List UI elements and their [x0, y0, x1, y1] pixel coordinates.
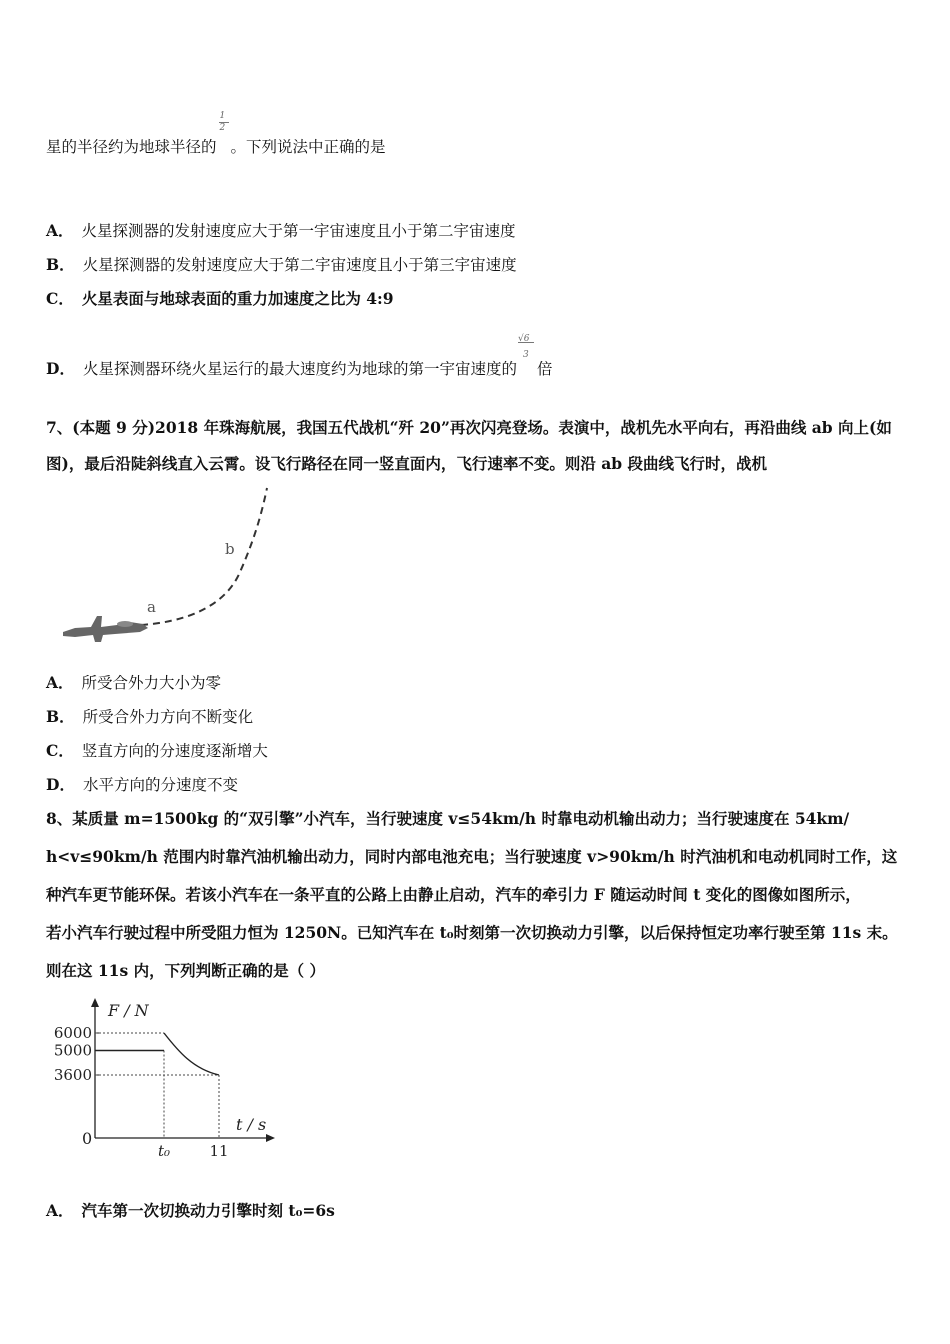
series-decay-curve — [164, 1033, 219, 1075]
q8-stem-line-2: h<v≤90km/h 范围内时靠汽油机输出动力，同时内部电池充电；当行驶速度 v>90km/h 时汽油机和电动机同时工作，这 — [46, 847, 898, 866]
y-tick-label-3600: 3600 — [53, 1066, 92, 1084]
q8-stem-line-4: 若小汽车行驶过程中所受阻力恒为 1250N。已知汽车在 t₀时刻第一次切换动力引擎，以后保持恒定功率行驶至第 11s 末。 — [46, 923, 898, 942]
y-tick-label-6000: 6000 — [53, 1024, 92, 1042]
origin-label: 0 — [82, 1129, 93, 1148]
q7-option-d[interactable]: D． 水平方向的分速度不变 — [46, 775, 238, 794]
x-axis-label: t / s — [236, 1115, 267, 1134]
q6-option-c[interactable]: C． 火星表面与地球表面的重力加速度之比为 4:9 — [46, 289, 394, 308]
y-axis-arrow — [91, 998, 99, 1007]
q7-option-c[interactable]: C． 竖直方向的分速度逐渐增大 — [46, 741, 268, 760]
q8-stem-line-3: 种汽车更节能环保。若该小汽车在一条平直的公路上由静止启动，汽车的牵引力 F 随运动时间 t 变化的图像如图所示， — [46, 885, 861, 904]
q7-stem-line-2: 图)，最后沿陡斜线直入云霄。设飞行路径在同一竖直面内，飞行速率不变。则沿 ab 段曲线飞行时，战机 — [46, 454, 768, 473]
q8-stem-line-1: 8、某质量 m=1500kg 的“双引擎”小汽车，当行驶速度 v≤54km/h 时靠电动机输出动力；当行驶速度在 54km/ — [46, 809, 850, 828]
y-axis-label: F / N — [108, 1001, 149, 1020]
q8-stem-line-5: 则在这 11s 内，下列判断正确的是（ ） — [46, 961, 325, 980]
q7-stem-line-1: 7、(本题 9 分)2018 年珠海航展，我国五代战机“歼 20”再次闪亮登场。表演中，战机先水平向右，再沿曲线 ab 向上(如 — [46, 418, 892, 437]
fighter-jet-icon — [63, 616, 148, 642]
x-tick-label-t0: t₀ — [157, 1142, 171, 1160]
x-tick-label-11: 11 — [209, 1142, 229, 1160]
q7-option-b[interactable]: B． 所受合外力方向不断变化 — [46, 707, 254, 726]
force-time-chart — [44, 996, 284, 1164]
q8-option-a[interactable]: A． 汽车第一次切换动力引擎时刻 t₀=6s — [46, 1201, 335, 1220]
q7-option-a[interactable]: A． 所受合外力大小为零 — [46, 673, 222, 692]
intro-text-a: 星的半径约为地球半径的 — [46, 138, 217, 156]
x-axis-arrow — [266, 1134, 275, 1142]
intro-text-b: 。下列说法中正确的是 — [230, 138, 386, 156]
point-label-a: a — [147, 598, 156, 616]
q6-option-b[interactable]: B． 火星探测器的发射速度应大于第二宇宙速度且小于第三宇宙速度 — [46, 255, 517, 274]
q6-option-a[interactable]: A． 火星探测器的发射速度应大于第一宇宙速度且小于第二宇宙速度 — [46, 221, 516, 240]
q6-option-d[interactable]: D． 火星探测器环绕火星运行的最大速度约为地球的第一宇宙速度的 √6 3 倍 — [46, 334, 553, 378]
jet-flight-path-figure — [55, 482, 285, 652]
intro-line — [46, 111, 386, 158]
fraction-one-half: $\frac{1}{2}$ — [217, 132, 231, 154]
flight-path-curve — [141, 488, 267, 625]
fraction-sqrt6-over-3: √6 3 — [517, 354, 537, 376]
point-label-b: b — [225, 540, 235, 558]
y-tick-label-5000: 5000 — [53, 1041, 92, 1060]
